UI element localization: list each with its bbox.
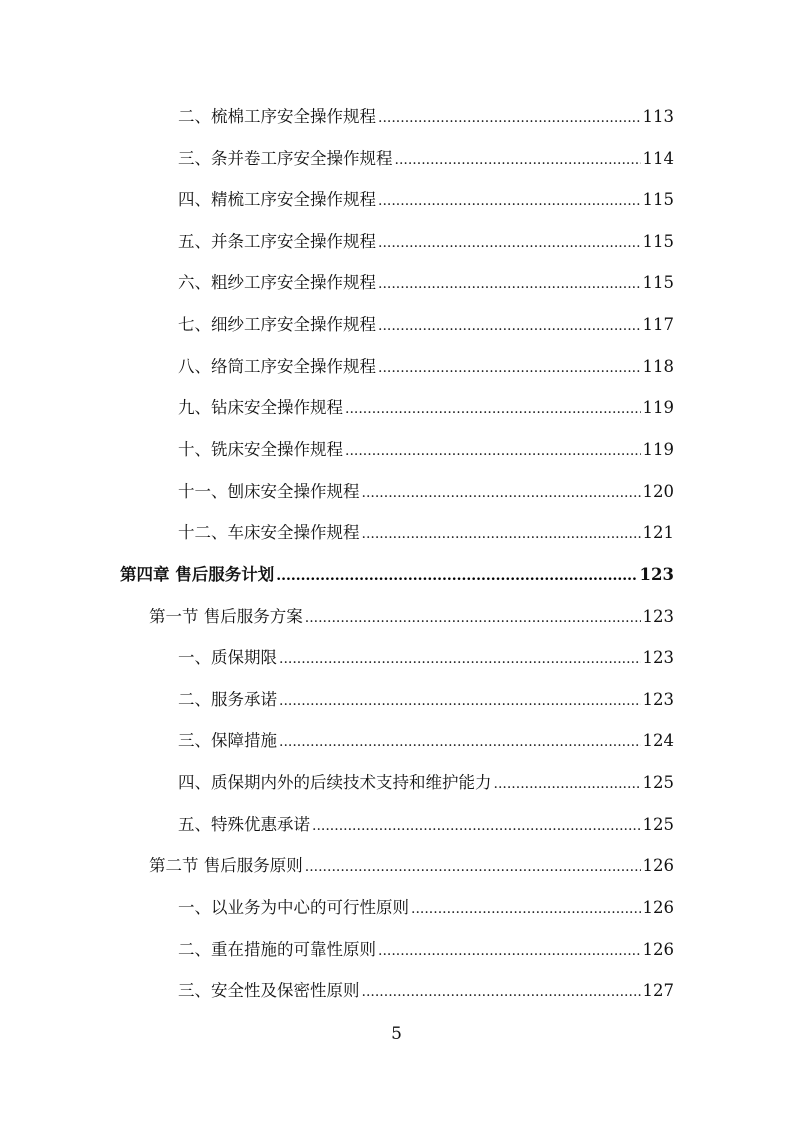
toc-leader-dots: [305, 605, 641, 630]
toc-entry[interactable]: [178, 229, 674, 255]
toc-leader-dots: [279, 729, 641, 754]
toc-entry[interactable]: [178, 895, 674, 921]
toc-entry[interactable]: [178, 687, 674, 713]
toc-entry-title: 二、梳棉工序安全操作规程: [178, 107, 376, 126]
toc-entry-title: 六、粗纱工序安全操作规程: [178, 273, 376, 292]
toc-entry-title: 第一节 售后服务方案: [149, 607, 303, 626]
toc-entry-page: 126: [642, 940, 674, 959]
toc-entry-title: 二、服务承诺: [178, 690, 277, 709]
toc-section-entry[interactable]: [149, 604, 674, 630]
toc-leader-dots: [362, 979, 641, 1004]
toc-entry-title: 四、精梳工序安全操作规程: [178, 190, 376, 209]
toc-entry-title: 二、重在措施的可靠性原则: [178, 940, 376, 959]
toc-leader-dots: [395, 147, 641, 172]
toc-leader-dots: [411, 896, 641, 921]
toc-leader-dots: [494, 771, 641, 796]
toc-entry-page: 117: [642, 315, 674, 334]
toc-entry-title: 三、条并卷工序安全操作规程: [178, 149, 393, 168]
toc-entry-page: 118: [642, 357, 674, 376]
toc-entry[interactable]: [178, 770, 674, 796]
toc-entry-page: 123: [642, 648, 674, 667]
toc-entry-page: 115: [642, 190, 674, 209]
toc-entry-title: 八、络筒工序安全操作规程: [178, 357, 376, 376]
toc-entry-title: 十一、刨床安全操作规程: [178, 482, 360, 501]
toc-entry[interactable]: [178, 728, 674, 754]
toc-entry-page: 120: [642, 482, 674, 501]
toc-leader-dots: [378, 938, 641, 963]
toc-entry-page: 125: [642, 773, 674, 792]
toc-entry-title: 三、安全性及保密性原则: [178, 981, 360, 1000]
toc-entry[interactable]: [178, 937, 674, 963]
toc-leader-dots: [345, 396, 641, 421]
toc-entry[interactable]: [178, 270, 674, 296]
toc-entry-page: 113: [642, 107, 674, 126]
toc-leader-dots: [279, 688, 641, 713]
toc-entry-title: 四、质保期内外的后续技术支持和维护能力: [178, 773, 492, 792]
toc-entry[interactable]: [178, 354, 674, 380]
toc-leader-dots: [279, 646, 641, 671]
toc-entry-title: 五、并条工序安全操作规程: [178, 232, 376, 251]
toc-entry-page: 119: [642, 398, 674, 417]
toc-section-entry[interactable]: [149, 853, 674, 879]
toc-entry-title: 第四章 售后服务计划: [120, 565, 275, 584]
toc-leader-dots: [312, 813, 641, 838]
toc-leader-dots: [378, 355, 641, 380]
toc-entry-page: 123: [639, 565, 674, 584]
toc-entry[interactable]: [178, 312, 674, 338]
toc-entry-page: 126: [642, 898, 674, 917]
toc-entry-page: 123: [642, 607, 674, 626]
toc-leader-dots: [378, 313, 641, 338]
toc-entry-page: 119: [642, 440, 674, 459]
toc-entry-page: 115: [642, 232, 674, 251]
toc-entry-page: 125: [642, 815, 674, 834]
toc-leader-dots: [378, 230, 641, 255]
toc-leader-dots: [362, 480, 641, 505]
toc-leader-dots: [378, 105, 641, 130]
toc-leader-dots: [345, 438, 641, 463]
toc-entry-title: 五、特殊优惠承诺: [178, 815, 310, 834]
toc-entry-title: 九、钻床安全操作规程: [178, 398, 343, 417]
toc-leader-dots: [305, 854, 641, 879]
toc-entry-page: 114: [642, 149, 674, 168]
toc-entry[interactable]: [178, 479, 674, 505]
toc-entry[interactable]: [178, 812, 674, 838]
toc-entry[interactable]: [178, 520, 674, 546]
toc-entry-page: 124: [642, 731, 674, 750]
toc-leader-dots: [362, 521, 641, 546]
toc-leader-dots: [276, 563, 637, 588]
toc-entry[interactable]: [178, 395, 674, 421]
toc-leader-dots: [378, 271, 641, 296]
toc-entry-page: 126: [642, 856, 674, 875]
toc-entry-title: 第二节 售后服务原则: [149, 856, 303, 875]
toc-entry-page: 127: [642, 981, 674, 1000]
toc-entry-title: 一、质保期限: [178, 648, 277, 667]
page-number: 5: [391, 1024, 402, 1044]
toc-entry-title: 七、细纱工序安全操作规程: [178, 315, 376, 334]
toc-entry[interactable]: [178, 146, 674, 172]
toc-chapter-entry[interactable]: [120, 562, 674, 588]
toc-entry-title: 三、保障措施: [178, 731, 277, 750]
toc-entry[interactable]: [178, 187, 674, 213]
toc-entry-title: 十、铣床安全操作规程: [178, 440, 343, 459]
toc-entry-title: 十二、车床安全操作规程: [178, 523, 360, 542]
toc-entry-page: 115: [642, 273, 674, 292]
toc-entry[interactable]: [178, 645, 674, 671]
toc-leader-dots: [378, 188, 641, 213]
toc-entry-page: 123: [642, 690, 674, 709]
toc-entry-page: 121: [642, 523, 674, 542]
toc-entry[interactable]: [178, 978, 674, 1004]
toc-entry[interactable]: [178, 104, 674, 130]
toc-entry-title: 一、以业务为中心的可行性原则: [178, 898, 409, 917]
toc-entry[interactable]: [178, 437, 674, 463]
